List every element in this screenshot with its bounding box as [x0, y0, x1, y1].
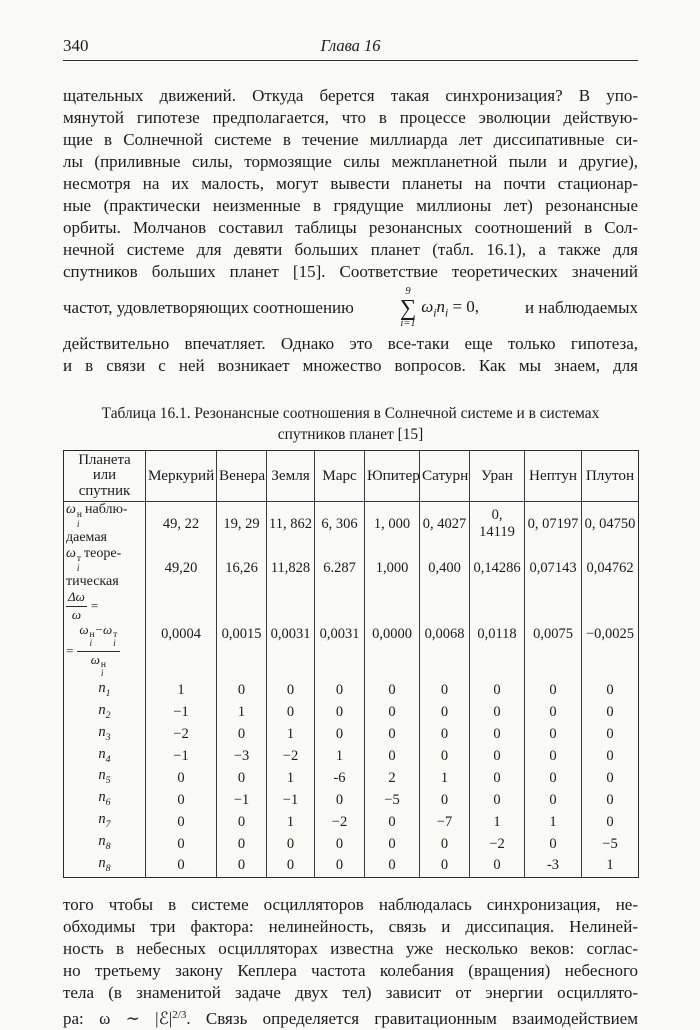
table-cell: −1: [146, 746, 217, 768]
table-cell: 0: [582, 789, 639, 811]
table-cell: 0, 4027: [420, 502, 470, 547]
table-cell: 0: [267, 855, 315, 877]
row-label-n8: $n_8$: [98, 855, 111, 874]
table-cell: 0,0031: [315, 590, 365, 680]
table-cell: 0,0031: [267, 590, 315, 680]
table-cell: 0: [470, 855, 525, 877]
table-cell: 0: [365, 746, 420, 768]
table-cell: 0: [315, 789, 365, 811]
table-cell: −2: [315, 811, 365, 833]
text-line: действительно впечатляет. Однако это все-таки еще только гипотеза,: [63, 334, 638, 353]
equation-line: [63, 283, 638, 333]
row-n7: [64, 811, 639, 833]
chapter-title: Глава 16: [320, 36, 381, 55]
table-cell: 0,0015: [217, 590, 267, 680]
paragraph-2-lines: [63, 894, 638, 1004]
table-cell: −2: [267, 746, 315, 768]
table-cell: 0: [365, 833, 420, 855]
column-header-нептун: Нептун: [525, 451, 582, 502]
column-header-венера: Венера: [217, 451, 267, 502]
table-cell: 0: [217, 833, 267, 855]
table-cell: 19, 29: [217, 502, 267, 547]
table-cell: 0: [420, 746, 470, 768]
table-cell: 0: [525, 746, 582, 768]
table-cell: 1,000: [365, 546, 420, 590]
table-cell: 0: [525, 833, 582, 855]
table-cell: 1: [420, 767, 470, 789]
table-cell: 0: [525, 767, 582, 789]
page-number: 340: [63, 36, 89, 55]
text-line: ность в небесных осцилляторах известна уже несколько веков: соглас-: [63, 938, 638, 958]
row-label-delta-omega: $\frac{\Delta\omega}{\omega}$ = = ω н i −ω т i ω н i: [64, 590, 146, 680]
sum-upper-limit: 9: [405, 285, 411, 297]
table-cell: −7: [420, 811, 470, 833]
text-line: Планета: [78, 451, 131, 468]
table-cell: −3: [217, 746, 267, 768]
row-omega-observed: [64, 502, 639, 547]
table-cell: 0: [315, 855, 365, 877]
row-n8: [64, 855, 639, 877]
table-caption-line1: Таблица 16.1. Резонансные соотношения в Солнечной системе и в системах: [101, 405, 600, 422]
table-cell: 6, 306: [315, 502, 365, 547]
equation-text-before: частот, удовлетворяющих соотношению: [63, 298, 354, 317]
table-cell: 6.287: [315, 546, 365, 590]
table-cell: 0: [525, 789, 582, 811]
table-cell: 0: [365, 855, 420, 877]
table-cell: −0,0025: [582, 590, 639, 680]
exponent: 2/3: [172, 1008, 187, 1021]
row-n3: [64, 724, 639, 746]
table-cell: 0,0068: [420, 590, 470, 680]
row-label-n5: $n_5$: [98, 767, 111, 787]
table-cell: 2: [365, 767, 420, 789]
table-header-row: [64, 451, 639, 502]
table-cell: 0: [525, 680, 582, 702]
table-cell: 0: [315, 833, 365, 855]
table-cell: 0: [146, 811, 217, 833]
table-cell: -3: [525, 855, 582, 877]
table-cell: 0: [420, 724, 470, 746]
row-n5: [64, 767, 639, 789]
table-cell: 0: [217, 767, 267, 789]
table-cell: 0: [217, 811, 267, 833]
sum-lower-limit: i=1: [400, 317, 416, 329]
table-caption: [63, 403, 638, 445]
paragraph-1-continued: [63, 333, 638, 377]
table-cell: 0: [217, 680, 267, 702]
table-cell: 0, 04750: [582, 502, 639, 547]
omega-observed-symbol: ω н i: [66, 502, 82, 530]
text-line: и в связи с ней возникает множество вопросов. Как мы знаем, для: [63, 356, 638, 375]
table-cell: 0,0075: [525, 590, 582, 680]
table-cell: 0: [470, 789, 525, 811]
table-cell: 0: [315, 680, 365, 702]
text-line: щие в Солнечной системе в течение миллиарда лет диссипативные си-: [63, 130, 638, 149]
table-cell: 0: [470, 702, 525, 724]
column-header-юпитер: Юпитер: [365, 451, 420, 502]
resonance-table: [63, 450, 639, 878]
table-cell: 0: [267, 680, 315, 702]
table-cell: 0, 07197: [525, 502, 582, 547]
text-line: ные (практически неизменные в грядущие миллионы лет) резонансные: [63, 196, 638, 215]
table-cell: 0: [582, 724, 639, 746]
table-cell: −1: [267, 789, 315, 811]
table-cell: 1: [146, 680, 217, 702]
text-line: тела (в знаменитой задаче двух тел) зависит от энергии осциллято-: [63, 982, 638, 1002]
text-line: нечной системе для девяти больших планет (табл. 16.1), а также для: [63, 240, 638, 259]
table-cell: 0: [315, 724, 365, 746]
table-cell: 0,0118: [470, 590, 525, 680]
table-cell: 1: [267, 811, 315, 833]
table-cell: 0: [582, 746, 639, 768]
table-cell: 0: [365, 811, 420, 833]
row-n2: [64, 702, 639, 724]
table-cell: 0,400: [420, 546, 470, 590]
table-cell: −5: [365, 789, 420, 811]
table-cell: −2: [470, 833, 525, 855]
table-cell: 0: [470, 767, 525, 789]
text-line: того чтобы в системе осцилляторов наблюдалась синхронизация, не-: [63, 894, 638, 914]
table-cell: 0: [146, 833, 217, 855]
table-cell: 0: [365, 702, 420, 724]
row-label-n2: $n_2$: [98, 701, 111, 721]
table-cell: 0: [470, 724, 525, 746]
table-cell: 0,14286: [470, 546, 525, 590]
delta-omega-fraction: $\frac{\Delta\omega}{\omega}$: [68, 589, 85, 622]
text-line: лы (приливные силы, тормозящие силы межпланетной пыли и другие),: [63, 152, 638, 171]
running-head: [63, 36, 638, 61]
paragraph-1-lines: [63, 85, 638, 283]
table-cell: 0: [365, 680, 420, 702]
column-header-марс: Марс: [315, 451, 365, 502]
table-cell: 0: [146, 789, 217, 811]
text-line: спутников больших планет [15]. Соответствие теоретических значений: [63, 262, 638, 281]
row-n1: [64, 680, 639, 702]
table-cell: 0: [420, 855, 470, 877]
text-line: щательных движений. Откуда берется такая синхронизация? В упо-: [63, 86, 638, 105]
table-cell: −1: [217, 789, 267, 811]
column-header-плутон: Плутон: [582, 451, 639, 502]
omega-difference-fraction: ω н i −ω т i ω н i: [77, 623, 120, 680]
row-n6: [64, 789, 639, 811]
row-label-omega-theoretical: ω т i теоре- тическая: [66, 546, 122, 589]
text-line: обходимы три фактора: нелинейность, связь и диссипация. Нелиней-: [63, 916, 638, 936]
table-cell: 1: [470, 811, 525, 833]
row-n8: [64, 833, 639, 855]
table-cell: 0: [315, 702, 365, 724]
paragraph-2: [63, 894, 638, 1030]
table-caption-line2: спутников планет [15]: [277, 426, 424, 443]
table-cell: 0,0004: [146, 590, 217, 680]
table-cell: −5: [582, 833, 639, 855]
table-cell: 0: [525, 702, 582, 724]
equation-text-after: и наблюдаемых: [525, 298, 638, 317]
row-omega-theoretical: [64, 546, 639, 590]
table-cell: 1: [525, 811, 582, 833]
table-cell: −2: [146, 724, 217, 746]
table-cell: −1: [146, 702, 217, 724]
table-cell: 1: [582, 855, 639, 877]
row-label-n4: $n_4$: [98, 745, 111, 765]
text-line: мянутой гипотезе предполагается, что в процессе эволюции действую-: [63, 108, 638, 127]
table-cell: 0: [267, 833, 315, 855]
table-cell: 0: [217, 724, 267, 746]
table-cell: 0: [217, 855, 267, 877]
text-line: или: [92, 467, 117, 484]
table-cell: 0: [470, 746, 525, 768]
row-label-n1: $n_1$: [98, 679, 111, 699]
table-cell: 11,828: [267, 546, 315, 590]
text-line: ра: ω ∼ $|ℰ|^{2/3}$. Связь определяется гравитационным взаимодействием: [63, 1008, 638, 1028]
table-cell: 0, 14119: [470, 502, 525, 547]
column-header-сатурн: Сатурн: [420, 451, 470, 502]
column-header-земля: Земля: [267, 451, 315, 502]
table-cell: 0: [582, 767, 639, 789]
table-cell: -6: [315, 767, 365, 789]
table-cell: 0: [582, 702, 639, 724]
table-cell: 0: [420, 833, 470, 855]
table-cell: 49, 22: [146, 502, 217, 547]
row-label-n8: $n_8$: [98, 833, 111, 852]
corner-header: [64, 451, 146, 502]
table-cell: 11, 862: [267, 502, 315, 547]
sigma-symbol: 9 ∑ i=1: [399, 285, 417, 329]
sum-expression: $\omega_in_i = 0$,: [421, 296, 480, 320]
text-line: спутник: [78, 482, 131, 499]
table-cell: 1: [267, 724, 315, 746]
table-cell: 1: [315, 746, 365, 768]
table-cell: 0: [470, 680, 525, 702]
row-n4: [64, 746, 639, 768]
column-header-уран: Уран: [470, 451, 525, 502]
omega-theoretical-symbol: ω т i: [66, 546, 82, 574]
table-cell: 0: [525, 724, 582, 746]
paragraph-1: [63, 85, 638, 377]
table-cell: 0,07143: [525, 546, 582, 590]
table-cell: 0: [420, 680, 470, 702]
table-cell: 0: [146, 767, 217, 789]
table-cell: 0,04762: [582, 546, 639, 590]
table-cell: 0: [267, 702, 315, 724]
column-header-меркурий: Меркурий: [146, 451, 217, 502]
row-label-n6: $n_6$: [98, 789, 111, 809]
table-cell: 0: [365, 724, 420, 746]
row-delta-omega: [64, 590, 639, 680]
table-cell: 1: [267, 767, 315, 789]
table-cell: 0: [146, 855, 217, 877]
table-cell: 0: [420, 789, 470, 811]
row-label-n3: $n_3$: [98, 723, 111, 743]
text-line: орбиты. Молчанов составил таблицы резонансных соотношений в Сол-: [63, 218, 638, 237]
table-cell: 0: [420, 702, 470, 724]
table-cell: 0: [582, 811, 639, 833]
row-label-n7: $n_7$: [98, 811, 111, 831]
table-cell: 0: [582, 680, 639, 702]
row-label-omega-observed: ω н i наблю- даемая: [66, 502, 128, 545]
table-cell: 49,20: [146, 546, 217, 590]
table-cell: 16,26: [217, 546, 267, 590]
text-line: несмотря на их малость, могут вывести планеты на почти стационар-: [63, 174, 638, 193]
table-cell: 1, 000: [365, 502, 420, 547]
table-cell: 1: [217, 702, 267, 724]
sum-formula: [400, 287, 479, 330]
text-line: но третьему закону Кеплера частота колебания (вращения) небесного: [63, 960, 638, 980]
table-cell: 0,0000: [365, 590, 420, 680]
